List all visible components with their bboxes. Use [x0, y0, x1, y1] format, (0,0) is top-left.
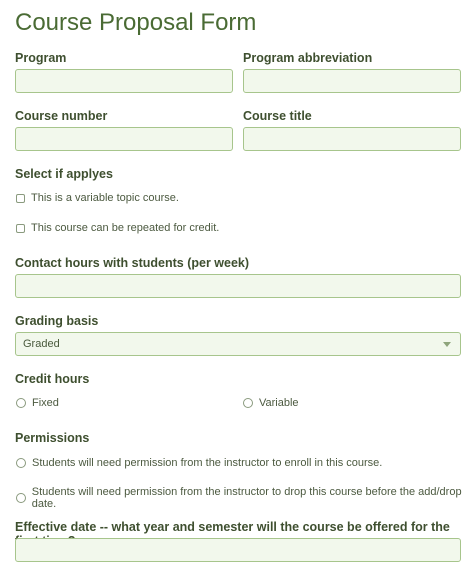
credit-fixed-radio[interactable]	[16, 398, 26, 408]
course-title-label: Course title	[243, 109, 312, 123]
contact-hours-label: Contact hours with students (per week)	[15, 256, 250, 270]
chevron-down-icon	[443, 342, 451, 347]
variable-topic-option[interactable]	[16, 192, 179, 204]
repeatable-option[interactable]	[16, 222, 219, 234]
credit-variable-option[interactable]	[243, 397, 299, 409]
perm-enroll-option[interactable]	[16, 457, 382, 469]
program-abbreviation-input[interactable]	[243, 69, 461, 93]
course-number-input[interactable]	[15, 127, 233, 151]
credit-variable-text: Variable	[259, 397, 299, 409]
perm-enroll-text: Students will need permission from the instructor to enroll in this course.	[32, 457, 383, 469]
program-input[interactable]	[15, 69, 233, 93]
contact-hours-input[interactable]	[15, 274, 461, 298]
perm-drop-radio[interactable]	[16, 493, 26, 503]
program-label: Program	[15, 51, 67, 65]
program-abbreviation-label: Program abbreviation	[243, 51, 373, 65]
variable-topic-text: This is a variable topic course.	[31, 192, 179, 204]
perm-drop-option[interactable]	[16, 486, 474, 510]
credit-fixed-text: Fixed	[32, 397, 59, 409]
course-title-input[interactable]	[243, 127, 461, 151]
variable-topic-checkbox[interactable]	[16, 194, 25, 203]
effective-date-label: Effective date -- what year and semester will the course be offered for the	[15, 520, 450, 534]
effective-date-input[interactable]	[15, 538, 461, 562]
perm-drop-text: Students will need permission from the instructor to drop this course before the add/drop date.	[31, 486, 462, 510]
page-title: Course Proposal Form	[15, 9, 257, 36]
grading-basis-select[interactable]	[15, 332, 461, 356]
course-number-label: Course number	[15, 109, 108, 123]
credit-fixed-option[interactable]	[16, 397, 59, 409]
select-if-applies-label: Select if applyes	[15, 167, 113, 181]
credit-hours-label: Credit hours	[15, 372, 90, 386]
grading-basis-label: Grading basis	[15, 314, 99, 328]
permissions-label: Permissions	[15, 431, 90, 445]
repeatable-checkbox[interactable]	[16, 224, 25, 233]
grading-basis-value: Graded	[23, 338, 60, 350]
credit-variable-radio[interactable]	[243, 398, 253, 408]
repeatable-text: This course can be repeated for credit.	[31, 222, 220, 234]
perm-enroll-radio[interactable]	[16, 458, 26, 468]
